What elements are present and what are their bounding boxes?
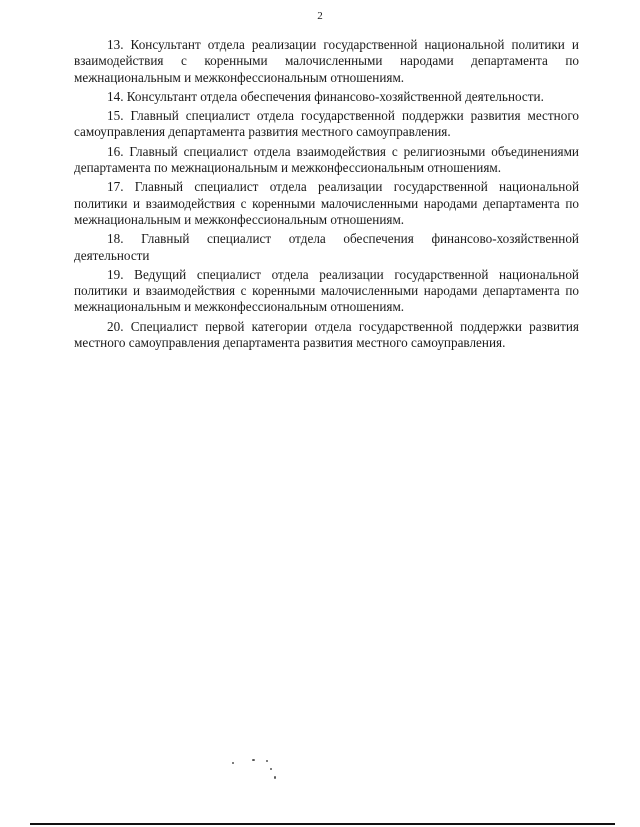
list-item: 20. Специалист первой категории отдела государственной поддержки развития местного самоуправления департамента развития местного самоуправления. bbox=[74, 318, 579, 351]
list-item: 16. Главный специалист отдела взаимодействия с религиозными объединениями департамента по межнациональным и межконфессиональным отношениям. bbox=[74, 143, 579, 176]
page-number: 2 bbox=[317, 10, 323, 22]
scan-speck bbox=[270, 768, 272, 770]
list-item: 13. Консультант отдела реализации государственной национальной политики и взаимодействия с коренными малочисленными народами департамента по межнациональным и межконфессиональным отношениям. bbox=[74, 37, 579, 85]
scan-specks bbox=[230, 758, 290, 786]
document-body bbox=[74, 37, 579, 351]
list-item: 19. Ведущий специалист отдела реализации государственной национальной политики и взаимодействия с коренными малочисленными народами департамента по межнациональным и межконфессиональным отношениям. bbox=[74, 266, 579, 315]
bottom-rule bbox=[30, 823, 615, 825]
list-item: 14. Консультант отдела обеспечения финансово-хозяйственной деятельности. bbox=[107, 88, 544, 104]
scan-speck bbox=[252, 759, 255, 761]
scan-speck bbox=[266, 760, 268, 762]
scan-speck bbox=[232, 762, 234, 764]
list-item: 15. Главный специалист отдела государственной поддержки развития местного самоуправления департамента развития местного самоуправления. bbox=[74, 108, 579, 140]
scan-speck bbox=[274, 776, 276, 779]
list-item: 17. Главный специалист отдела реализации государственной национальной политики и взаимодействия с коренными малочисленными народами департамента по межнациональным и межконфессиональным отношениям. bbox=[74, 179, 579, 227]
list-item: 18. Главный специалист отдела обеспечения финансово-хозяйственной деятельности bbox=[74, 231, 579, 263]
